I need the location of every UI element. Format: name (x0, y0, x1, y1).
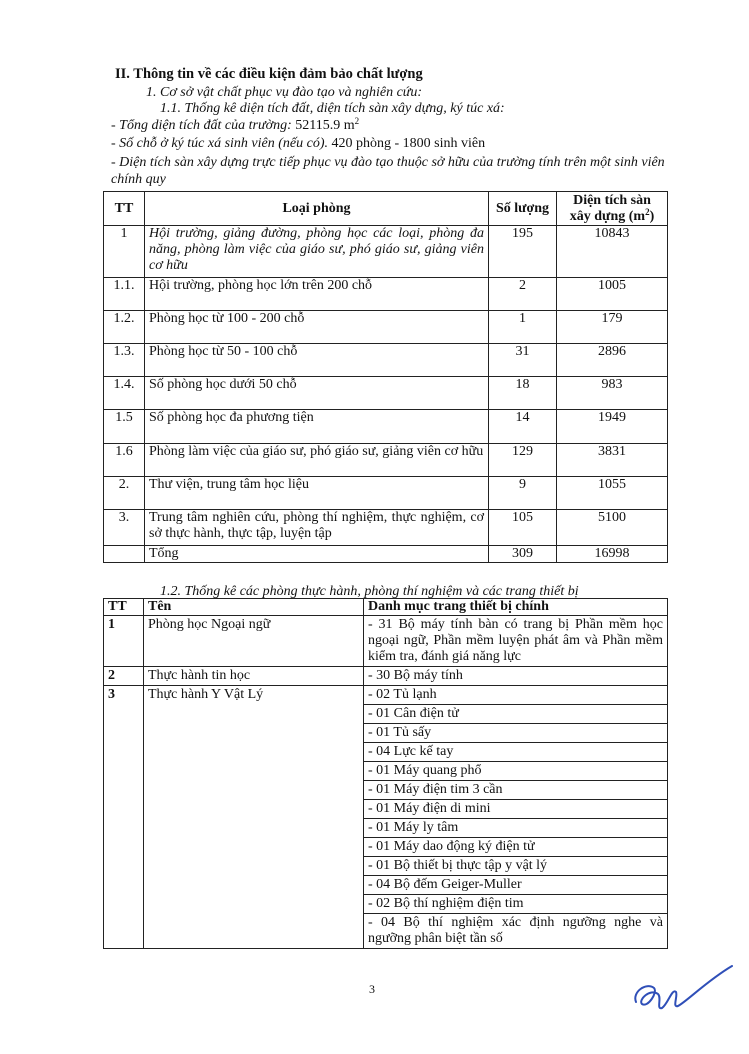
equipment-item: - 01 Bộ thiết bị thực tập y vật lý (364, 857, 668, 876)
header-equipment: Danh mục trang thiết bị chính (364, 599, 668, 616)
equipment-item: - 01 Máy dao động ký điện tử (364, 838, 668, 857)
table-row (104, 377, 668, 410)
row-room-type: Phòng làm việc của giáo sư, phó giáo sư, giảng viên cơ hữu (145, 444, 489, 477)
room-area-table (103, 191, 668, 563)
row-area: 2896 (557, 344, 668, 377)
row-quantity: 105 (489, 510, 557, 546)
row-tt: 1.4. (104, 377, 145, 410)
header-room-type: Loại phòng (145, 192, 489, 226)
row-room-type: Hội trường, giảng đường, phòng học các loại, phòng đa năng, phòng làm việc của giáo sư, phó giáo sư, giảng viên cơ hữu (145, 226, 489, 278)
land-area-value: 52115.9 m (295, 118, 355, 133)
row-quantity: 129 (489, 444, 557, 477)
row-area: 1055 (557, 477, 668, 510)
equipment-row (104, 686, 668, 705)
row-area: 5100 (557, 510, 668, 546)
row-quantity: 18 (489, 377, 557, 410)
row-quantity: 1 (489, 311, 557, 344)
row-quantity: 14 (489, 410, 557, 444)
signature-image (628, 958, 738, 1018)
group-name: Thực hành tin học (144, 667, 364, 686)
row-tt: 1.2. (104, 311, 145, 344)
header-floor-area-close: ) (649, 208, 655, 224)
equipment-item: - 01 Máy ly tâm (364, 819, 668, 838)
row-room-type: Phòng học từ 100 - 200 chỗ (145, 311, 489, 344)
equipment-item: - 01 Tủ sấy (364, 724, 668, 743)
row-tt: 1.3. (104, 344, 145, 377)
equipment-row (104, 616, 668, 667)
equipment-item: - 04 Lực kế tay (364, 743, 668, 762)
group-tt: 2 (104, 667, 144, 686)
row-room-type: Hội trường, phòng học lớn trên 200 chỗ (145, 278, 489, 311)
row-quantity: 2 (489, 278, 557, 311)
group-tt: 3 (104, 686, 144, 949)
row-tt: 2. (104, 477, 145, 510)
group-name: Phòng học Ngoại ngữ (144, 616, 364, 667)
subheading-facilities: 1. Cơ sở vật chất phục vụ đào tạo và nghiên cứu: (146, 85, 423, 100)
row-tt: 1.1. (104, 278, 145, 311)
row-area: 3831 (557, 444, 668, 477)
equipment-item: - 04 Bộ đếm Geiger-Muller (364, 876, 668, 895)
row-tt: 1.5 (104, 410, 145, 444)
row-quantity: 195 (489, 226, 557, 278)
row-tt: 3. (104, 510, 145, 546)
equipment-item: - 01 Cân điện tử (364, 705, 668, 724)
header-floor-area (557, 192, 668, 226)
total-label: Tổng (145, 546, 489, 563)
row-quantity: 9 (489, 477, 557, 510)
subheading-area-stats: 1.1. Thống kê diện tích đất, diện tích sàn xây dựng, ký túc xá: (160, 101, 505, 116)
land-area-unit-sup: 2 (354, 116, 360, 126)
header-quantity: Số lượng (489, 192, 557, 226)
row-room-type: Thư viện, trung tâm học liệu (145, 477, 489, 510)
dorm-line (111, 136, 485, 152)
header-name: Tên (144, 599, 364, 616)
table-row (104, 510, 668, 546)
total-area: 16998 (557, 546, 668, 563)
header-tt2: TT (104, 599, 144, 616)
table-row (104, 410, 668, 444)
table-row (104, 444, 668, 477)
row-area: 179 (557, 311, 668, 344)
land-area-line (111, 118, 359, 134)
row-room-type: Phòng học từ 50 - 100 chỗ (145, 344, 489, 377)
total-row (104, 546, 668, 563)
lab-equipment-table (103, 598, 668, 949)
row-area: 10843 (557, 226, 668, 278)
row-room-type: Trung tâm nghiên cứu, phòng thí nghiệm, thực nghiệm, cơ sở thực hành, thực tập, luyện tập (145, 510, 489, 546)
row-tt: 1.6 (104, 444, 145, 477)
equipment-row (104, 667, 668, 686)
table-row (104, 226, 668, 278)
table-row (104, 344, 668, 377)
total-quantity: 309 (489, 546, 557, 563)
equipment-item: - 01 Máy điện di mini (364, 800, 668, 819)
header-floor-area-sup: 2 (645, 206, 650, 217)
section-heading: II. Thông tin về các điều kiện đảm bảo chất lượng (115, 66, 423, 82)
row-area: 1005 (557, 278, 668, 311)
row-quantity: 31 (489, 344, 557, 377)
floor-area-note: - Diện tích sàn xây dựng trực tiếp phục vụ đào tạo thuộc sở hữu của trường tính trên một sinh viên chính quy (111, 155, 665, 187)
header-floor-area-label: Diện tích sàn xây dựng (m (569, 192, 651, 224)
table-row (104, 477, 668, 510)
equipment-item: - 02 Bộ thí nghiệm điện tim (364, 895, 668, 914)
dorm-value: 420 phòng - 1800 sinh viên (331, 136, 486, 151)
row-room-type: Số phòng học dưới 50 chỗ (145, 377, 489, 410)
row-area: 1949 (557, 410, 668, 444)
table-row (104, 278, 668, 311)
equipment-item: - 30 Bộ máy tính (364, 667, 668, 686)
equipment-item: - 31 Bộ máy tính bàn có trang bị Phần mềm học ngoại ngữ, Phần mềm luyện phát âm và Phần mềm kiểm tra, đánh giá năng lực (364, 616, 668, 667)
group-name: Thực hành Y Vật Lý (144, 686, 364, 949)
total-tt (104, 546, 145, 563)
group-tt: 1 (104, 616, 144, 667)
row-tt: 1 (104, 226, 145, 278)
subheading-labs: 1.2. Thống kê các phòng thực hành, phòng thí nghiệm và các trang thiết bị (160, 584, 579, 599)
row-area: 983 (557, 377, 668, 410)
dorm-label: - Số chỗ ở ký túc xá sinh viên (nếu có). (111, 136, 328, 151)
equipment-item: - 01 Máy điện tim 3 cần (364, 781, 668, 800)
header-tt: TT (104, 192, 145, 226)
equipment-item: - 04 Bộ thí nghiệm xác định ngưỡng nghe và ngưỡng phân biệt tần số (364, 914, 668, 949)
land-area-label: - Tổng diện tích đất của trường: (111, 118, 292, 133)
page-number: 3 (369, 982, 375, 996)
row-room-type: Số phòng học đa phương tiện (145, 410, 489, 444)
equipment-item: - 01 Máy quang phổ (364, 762, 668, 781)
table-row (104, 311, 668, 344)
equipment-item: - 02 Tủ lạnh (364, 686, 668, 705)
